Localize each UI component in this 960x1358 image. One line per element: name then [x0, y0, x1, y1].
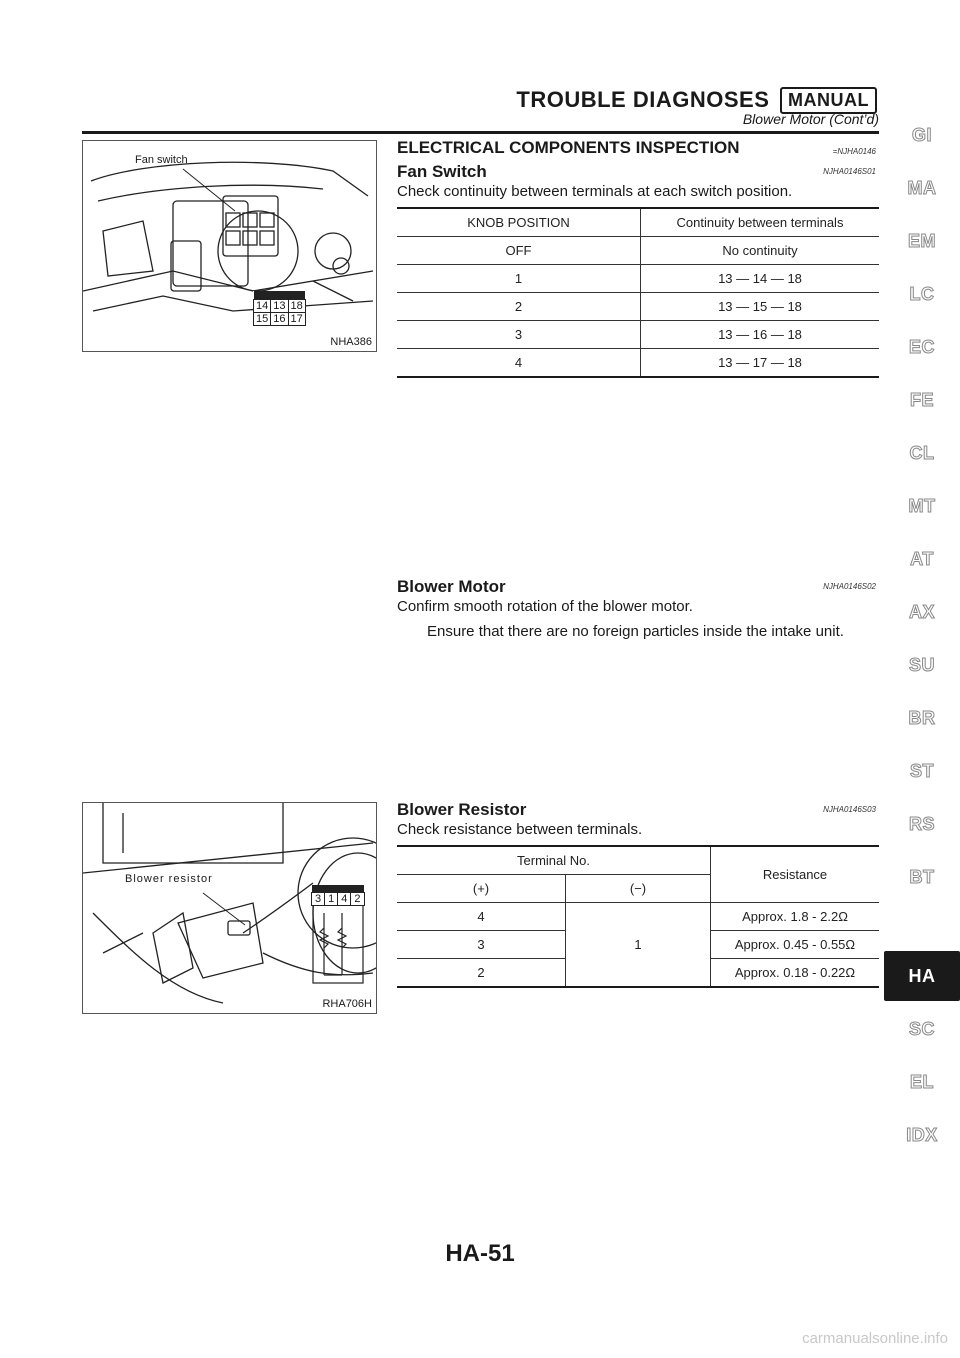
table-cell: 4 — [397, 903, 566, 931]
table-cell: No continuity — [641, 237, 880, 265]
table-cell: 13 — 14 — 18 — [641, 265, 880, 293]
connector-pin: 3 — [312, 893, 325, 906]
table-cell: 2 — [397, 959, 566, 988]
tab-ax[interactable]: AX — [908, 602, 935, 622]
table-row — [397, 321, 879, 349]
table-cell: OFF — [397, 237, 641, 265]
header-title: TROUBLE DIAGNOSES — [516, 87, 770, 113]
blower-resistor-illustration — [83, 803, 376, 1013]
table-cell: 1 — [397, 265, 641, 293]
tab-ha-active[interactable]: HA — [884, 951, 960, 1001]
table-header: (+) — [397, 875, 566, 903]
blower-motor-instruction: Confirm smooth rotation of the blower motor. — [397, 598, 693, 615]
table-cell: 13 — 16 — 18 — [641, 321, 880, 349]
table-row — [397, 265, 879, 293]
table-header: (−) — [566, 875, 711, 903]
connector-pin: 13 — [271, 300, 288, 313]
fan-switch-ref: NJHA0146S01 — [823, 167, 876, 176]
table-header: Terminal No. — [397, 846, 711, 875]
tab-at[interactable]: AT — [910, 549, 934, 569]
blower-motor-note: Ensure that there are no foreign particles inside the intake unit. — [427, 623, 844, 640]
table-header: Resistance — [711, 846, 880, 903]
tab-el[interactable]: EL — [909, 1072, 934, 1092]
tab-rs[interactable]: RS — [908, 814, 935, 834]
fan-switch-illustration — [83, 141, 376, 351]
connector-pin: 15 — [254, 313, 271, 326]
fan-switch-connector — [253, 291, 306, 326]
blower-motor-title: Blower Motor — [397, 577, 506, 596]
table-header: Continuity between terminals — [641, 208, 880, 237]
connector-pin: 4 — [338, 893, 351, 906]
tab-gi[interactable]: GI — [911, 125, 932, 145]
page-header-title — [516, 86, 877, 114]
fan-switch-title: Fan Switch — [397, 162, 487, 181]
tab-ec[interactable]: EC — [908, 337, 935, 357]
table-row — [397, 237, 879, 265]
tab-ma[interactable]: MA — [907, 178, 937, 198]
table-row — [397, 903, 879, 931]
connector-pin: 14 — [254, 300, 271, 313]
page-number: HA-51 — [445, 1240, 515, 1267]
connector-pin: 18 — [288, 300, 305, 313]
table-header: KNOB POSITION — [397, 208, 641, 237]
tab-em[interactable]: EM — [908, 231, 936, 251]
blower-resistor-connector — [311, 885, 365, 906]
table-cell: 4 — [397, 349, 641, 378]
table-row — [397, 349, 879, 378]
tab-br[interactable]: BR — [908, 708, 936, 728]
fan-switch-instruction: Check continuity between terminals at each switch position. — [397, 183, 793, 200]
connector-pin: 2 — [351, 893, 364, 906]
blower-resistor-table — [397, 845, 879, 988]
fan-switch-figure — [82, 140, 377, 352]
table-cell: 13 — 17 — 18 — [641, 349, 880, 378]
tab-sc[interactable]: SC — [908, 1019, 935, 1039]
figure-caption: RHA706H — [322, 998, 372, 1010]
tab-su[interactable]: SU — [908, 655, 935, 675]
table-cell: 1 — [566, 903, 711, 988]
connector-pin: 1 — [325, 893, 338, 906]
blower-resistor-title: Blower Resistor — [397, 800, 527, 819]
table-cell: 2 — [397, 293, 641, 321]
table-cell: 3 — [397, 931, 566, 959]
fan-switch-label: Fan switch — [135, 154, 188, 166]
table-cell: 13 — 15 — 18 — [641, 293, 880, 321]
manual-badge: MANUAL — [780, 87, 877, 114]
section-title: ELECTRICAL COMPONENTS INSPECTION — [397, 138, 740, 157]
section-ref: =NJHA0146 — [832, 147, 876, 156]
tab-mt[interactable]: MT — [908, 496, 936, 516]
blower-resistor-figure — [82, 802, 377, 1014]
blower-resistor-label: Blower resistor — [125, 873, 213, 885]
tab-idx[interactable]: IDX — [906, 1125, 938, 1145]
connector-pin: 17 — [288, 313, 305, 326]
table-cell: 3 — [397, 321, 641, 349]
header-subtitle: Blower Motor (Cont’d) — [742, 111, 879, 127]
tab-cl[interactable]: CL — [909, 443, 935, 463]
connector-pin: 16 — [271, 313, 288, 326]
table-cell: Approx. 0.18 - 0.22Ω — [711, 959, 880, 988]
tab-st[interactable]: ST — [909, 761, 934, 781]
tab-fe[interactable]: FE — [909, 390, 934, 410]
figure-caption: NHA386 — [330, 336, 372, 348]
blower-motor-ref: NJHA0146S02 — [823, 582, 876, 591]
table-cell: Approx. 0.45 - 0.55Ω — [711, 931, 880, 959]
header-rule — [82, 131, 879, 134]
footer-watermark[interactable]: carmanualsonline.info — [802, 1330, 948, 1347]
blower-resistor-ref: NJHA0146S03 — [823, 805, 876, 814]
table-cell: Approx. 1.8 - 2.2Ω — [711, 903, 880, 931]
fan-switch-table — [397, 207, 879, 378]
blower-resistor-instruction: Check resistance between terminals. — [397, 821, 643, 838]
tab-lc[interactable]: LC — [909, 284, 935, 304]
table-row — [397, 293, 879, 321]
tab-bt[interactable]: BT — [909, 867, 935, 887]
